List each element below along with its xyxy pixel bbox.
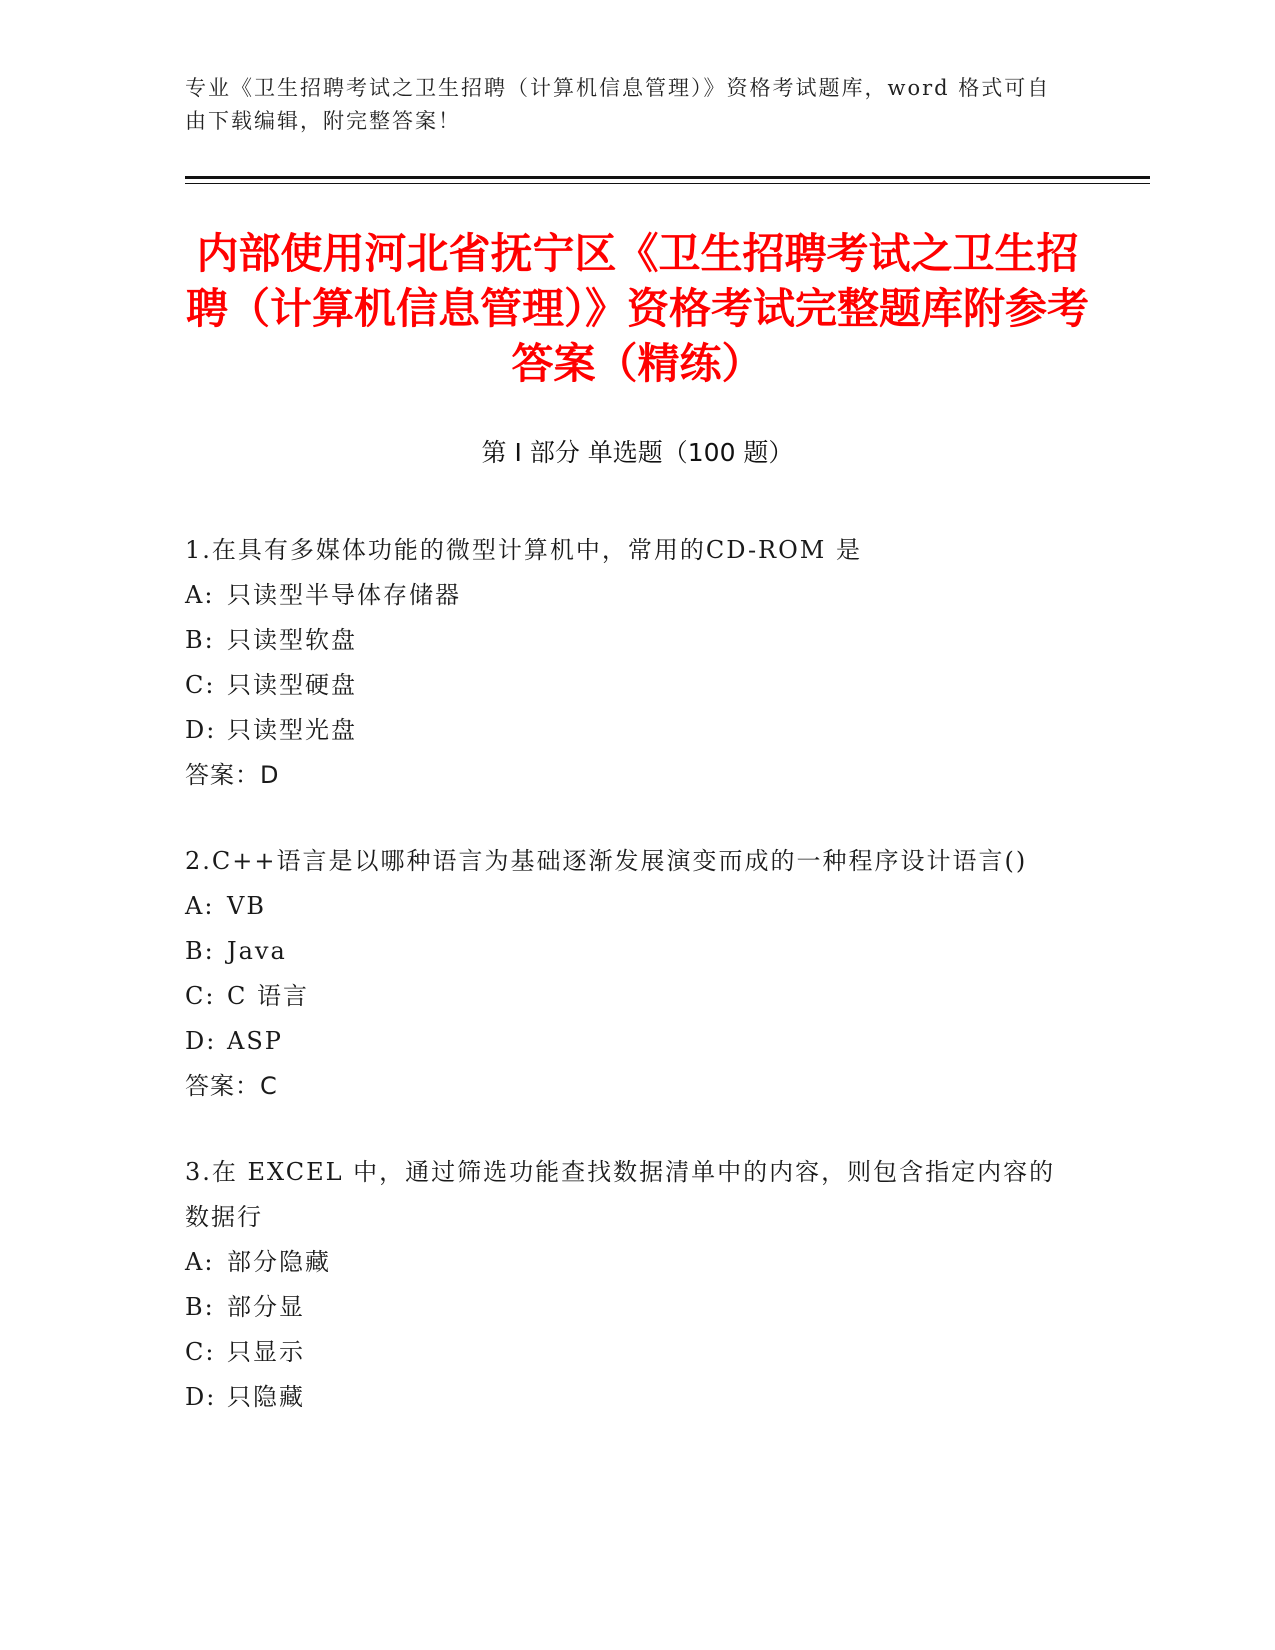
question-1 <box>185 528 1065 798</box>
option-text: C 语言 <box>227 982 309 1010</box>
header-rule-thick <box>185 176 1150 179</box>
option-b <box>185 1285 1065 1330</box>
option-key: D: <box>185 716 217 744</box>
question-stem: 2.C++语言是以哪种语言为基础逐渐发展演变而成的一种程序设计语言() <box>185 847 1028 875</box>
option-text: VB <box>227 892 266 920</box>
option-text: Java <box>227 937 287 965</box>
option-a <box>185 1240 1065 1285</box>
option-key: A: <box>185 892 215 920</box>
option-text: 只隐藏 <box>227 1383 305 1411</box>
option-text: 部分隐藏 <box>227 1248 331 1276</box>
answer: 答案：C <box>185 1072 278 1100</box>
option-a <box>185 573 1065 618</box>
header-note: 专业《卫生招聘考试之卫生招聘（计算机信息管理）》资格考试题库，word 格式可自由下载编辑，附完整答案！ <box>185 76 1051 133</box>
option-c <box>185 1330 1065 1375</box>
option-d <box>185 708 1065 753</box>
option-text: 只显示 <box>227 1338 305 1366</box>
option-key: C: <box>185 982 216 1010</box>
document-title: 内部使用河北省抚宁区《卫生招聘考试之卫生招聘（计算机信息管理）》资格考试完整题库附参考答案（精练） <box>185 229 1089 388</box>
option-key: D: <box>185 1383 217 1411</box>
option-b <box>185 929 1065 974</box>
question-list <box>185 528 1065 1461</box>
section-heading: 第 I 部分 单选题（100 题） <box>481 438 794 467</box>
option-key: A: <box>185 581 215 609</box>
option-key: B: <box>185 626 215 654</box>
option-c <box>185 974 1065 1019</box>
option-c <box>185 663 1065 708</box>
option-key: B: <box>185 1293 215 1321</box>
option-key: C: <box>185 671 216 699</box>
option-d <box>185 1375 1065 1420</box>
question-stem: 1.在具有多媒体功能的微型计算机中，常用的CD-ROM 是 <box>185 536 863 564</box>
question-2 <box>185 839 1065 1109</box>
question-3 <box>185 1150 1065 1420</box>
option-b <box>185 618 1065 663</box>
answer: 答案：D <box>185 761 280 789</box>
option-key: C: <box>185 1338 216 1366</box>
option-text: 只读型半导体存储器 <box>227 581 461 609</box>
option-text: 部分显 <box>227 1293 305 1321</box>
option-text: 只读型软盘 <box>227 626 357 654</box>
option-text: 只读型硬盘 <box>227 671 357 699</box>
option-key: D: <box>185 1027 217 1055</box>
option-text: ASP <box>227 1027 283 1055</box>
option-a <box>185 884 1065 929</box>
option-key: A: <box>185 1248 215 1276</box>
question-stem: 3.在 EXCEL 中，通过筛选功能查找数据清单中的内容，则包含指定内容的数据行 <box>185 1158 1056 1231</box>
option-text: 只读型光盘 <box>227 716 357 744</box>
option-d <box>185 1019 1065 1064</box>
option-key: B: <box>185 937 215 965</box>
header-rule-thin <box>185 183 1150 184</box>
